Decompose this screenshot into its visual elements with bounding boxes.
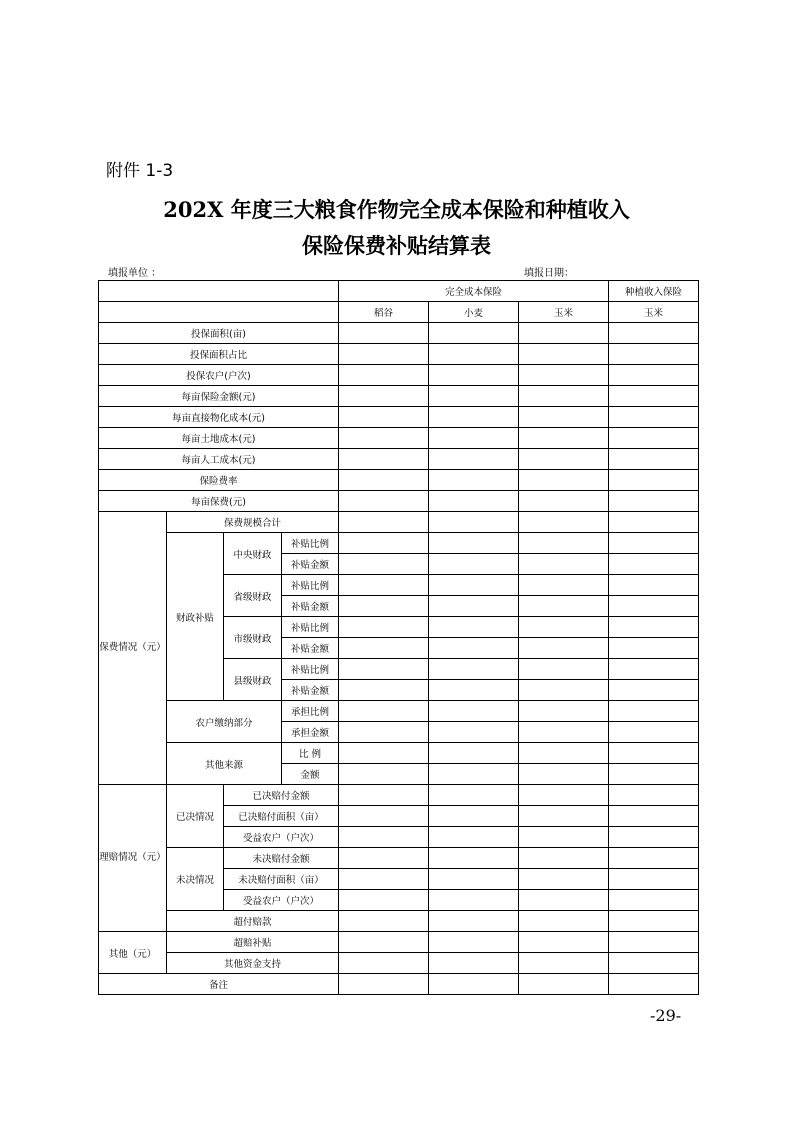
data-cell[interactable] (429, 680, 519, 701)
data-cell[interactable] (609, 554, 699, 575)
group-label-pending: 未决情况 (167, 848, 224, 911)
data-cell[interactable] (519, 743, 609, 764)
document-title-line-1: 202X 年度三大粮食作物完全成本保险和种植收入 (163, 197, 630, 222)
data-cell[interactable] (609, 638, 699, 659)
table-row (99, 848, 699, 869)
data-cell[interactable] (609, 512, 699, 533)
data-cell[interactable] (519, 365, 609, 386)
header-group-full-cost: 完全成本保险 (339, 281, 609, 302)
table-row (99, 974, 699, 995)
data-cell[interactable] (519, 554, 609, 575)
row-label-insured-area-ratio: 投保面积占比 (99, 344, 339, 365)
data-cell[interactable] (429, 323, 519, 344)
data-cell[interactable] (429, 743, 519, 764)
data-cell[interactable] (609, 743, 699, 764)
data-cell[interactable] (429, 806, 519, 827)
data-cell[interactable] (339, 638, 429, 659)
data-cell[interactable] (429, 848, 519, 869)
data-cell[interactable] (609, 533, 699, 554)
data-cell[interactable] (429, 785, 519, 806)
row-label-labor-cost-per-mu: 每亩人工成本(元) (99, 449, 339, 470)
table-row (99, 365, 699, 386)
data-cell[interactable] (339, 365, 429, 386)
data-cell[interactable] (519, 323, 609, 344)
section-label-claims: 理赔情况（元） (99, 785, 167, 932)
data-cell[interactable] (519, 848, 609, 869)
row-label-excess-payout: 超付赔款 (167, 911, 339, 932)
data-cell[interactable] (429, 659, 519, 680)
group-label-county: 县级财政 (224, 659, 282, 701)
data-cell[interactable] (609, 659, 699, 680)
data-cell[interactable] (519, 764, 609, 785)
row-label-pending-amount: 未决赔付金额 (224, 848, 339, 869)
data-cell[interactable] (429, 512, 519, 533)
header-wheat: 小麦 (429, 302, 519, 323)
data-cell[interactable] (339, 575, 429, 596)
header-blank (99, 302, 339, 323)
row-label-premium-total: 保费规模合计 (167, 512, 339, 533)
data-cell[interactable] (429, 344, 519, 365)
data-cell[interactable] (429, 953, 519, 974)
group-label-fiscal-subsidy: 财政补贴 (167, 533, 224, 701)
group-label-farmer-paid: 农户缴纳部分 (167, 701, 282, 743)
row-label-subsidy-amount: 补贴金额 (282, 554, 339, 575)
data-cell[interactable] (519, 512, 609, 533)
row-label-insured-households: 投保农户(户次) (99, 365, 339, 386)
data-cell[interactable] (339, 890, 429, 911)
row-label-subsidy-ratio: 补贴比例 (282, 659, 339, 680)
data-cell[interactable] (519, 911, 609, 932)
header-blank (99, 281, 339, 302)
data-cell[interactable] (429, 407, 519, 428)
data-cell[interactable] (609, 617, 699, 638)
data-cell[interactable] (519, 428, 609, 449)
data-cell[interactable] (519, 344, 609, 365)
data-cell[interactable] (339, 491, 429, 512)
data-cell[interactable] (339, 722, 429, 743)
data-cell[interactable] (339, 932, 429, 953)
data-cell[interactable] (339, 344, 429, 365)
reporting-unit-label: 填报单位 ： (108, 268, 162, 279)
row-label-pending-area: 未决赔付面积（亩） (224, 869, 339, 890)
data-cell[interactable] (519, 827, 609, 848)
data-cell[interactable] (519, 617, 609, 638)
data-cell[interactable] (609, 470, 699, 491)
data-cell[interactable] (609, 785, 699, 806)
data-cell[interactable] (339, 428, 429, 449)
data-cell[interactable] (519, 407, 609, 428)
table-row (99, 512, 699, 533)
data-cell[interactable] (339, 974, 429, 995)
data-cell[interactable] (609, 953, 699, 974)
document-label: 附件 1-3 (106, 161, 174, 181)
data-cell[interactable] (609, 974, 699, 995)
row-label-other-funding: 其他资金支持 (167, 953, 339, 974)
data-cell[interactable] (519, 680, 609, 701)
table-row (99, 428, 699, 449)
data-cell[interactable] (519, 869, 609, 890)
table-row (99, 953, 699, 974)
table-row (99, 785, 699, 806)
data-cell[interactable] (519, 575, 609, 596)
data-cell[interactable] (519, 659, 609, 680)
row-label-subsidy-ratio: 补贴比例 (282, 533, 339, 554)
data-cell[interactable] (429, 890, 519, 911)
data-cell[interactable] (609, 764, 699, 785)
data-cell[interactable] (339, 554, 429, 575)
data-cell[interactable] (339, 869, 429, 890)
data-cell[interactable] (609, 848, 699, 869)
data-cell[interactable] (609, 491, 699, 512)
row-label-subsidy-ratio: 补贴比例 (282, 617, 339, 638)
data-cell[interactable] (339, 407, 429, 428)
data-cell[interactable] (429, 617, 519, 638)
data-cell[interactable] (429, 491, 519, 512)
table-row (99, 407, 699, 428)
row-label-land-cost-per-mu: 每亩土地成本(元) (99, 428, 339, 449)
page-number: -29- (650, 1006, 682, 1025)
data-cell[interactable] (609, 680, 699, 701)
data-cell[interactable] (519, 890, 609, 911)
data-cell[interactable] (339, 386, 429, 407)
table-row (99, 449, 699, 470)
table-row (99, 743, 699, 764)
data-cell[interactable] (609, 890, 699, 911)
row-label-settled-area: 已决赔付面积（亩） (224, 806, 339, 827)
row-label-settled-beneficiaries: 受益农户（户次） (224, 827, 339, 848)
table-row (99, 491, 699, 512)
header-income-corn: 玉米 (609, 302, 699, 323)
header-row-groups (99, 281, 699, 302)
data-cell[interactable] (429, 554, 519, 575)
data-cell[interactable] (519, 491, 609, 512)
data-cell[interactable] (429, 470, 519, 491)
data-cell[interactable] (339, 743, 429, 764)
data-cell[interactable] (609, 386, 699, 407)
row-label-subsidy-amount: 补贴金额 (282, 596, 339, 617)
data-cell[interactable] (429, 575, 519, 596)
row-label-amount: 金额 (282, 764, 339, 785)
data-cell[interactable] (609, 449, 699, 470)
data-cell[interactable] (339, 512, 429, 533)
data-cell[interactable] (519, 596, 609, 617)
data-cell[interactable] (519, 785, 609, 806)
data-cell[interactable] (609, 407, 699, 428)
table-row (99, 470, 699, 491)
data-cell[interactable] (519, 701, 609, 722)
table-row (99, 701, 699, 722)
data-cell[interactable] (519, 722, 609, 743)
reporting-date-label: 填报日期： (524, 268, 574, 279)
data-cell[interactable] (339, 470, 429, 491)
header-row-crops (99, 302, 699, 323)
row-label-subsidy-amount: 补贴金额 (282, 638, 339, 659)
header-corn: 玉米 (519, 302, 609, 323)
data-cell[interactable] (609, 911, 699, 932)
data-cell[interactable] (519, 806, 609, 827)
data-cell[interactable] (429, 386, 519, 407)
data-cell[interactable] (609, 806, 699, 827)
data-cell[interactable] (429, 827, 519, 848)
data-cell[interactable] (609, 575, 699, 596)
data-cell[interactable] (609, 323, 699, 344)
data-cell[interactable] (339, 659, 429, 680)
data-cell[interactable] (429, 911, 519, 932)
row-label-premium-rate: 保险费率 (99, 470, 339, 491)
header-rice: 稻谷 (339, 302, 429, 323)
data-cell[interactable] (519, 932, 609, 953)
table-row (99, 344, 699, 365)
data-cell[interactable] (339, 785, 429, 806)
row-label-bear-ratio: 承担比例 (282, 701, 339, 722)
data-cell[interactable] (609, 344, 699, 365)
data-cell[interactable] (519, 638, 609, 659)
row-label-pending-beneficiaries: 受益农户（户次） (224, 890, 339, 911)
data-cell[interactable] (429, 596, 519, 617)
group-label-provincial: 省级财政 (224, 575, 282, 617)
data-cell[interactable] (609, 722, 699, 743)
row-label-bear-amount: 承担金额 (282, 722, 339, 743)
data-cell[interactable] (609, 932, 699, 953)
data-cell[interactable] (339, 911, 429, 932)
settlement-table (98, 280, 699, 995)
data-cell[interactable] (339, 764, 429, 785)
section-label-other: 其他（元） (99, 932, 167, 974)
data-cell[interactable] (519, 953, 609, 974)
row-label-premium-per-mu: 每亩保费(元) (99, 491, 339, 512)
data-cell[interactable] (339, 680, 429, 701)
row-label-insured-area: 投保面积(亩) (99, 323, 339, 344)
data-cell[interactable] (609, 869, 699, 890)
header-group-income: 种植收入保险 (609, 281, 699, 302)
data-cell[interactable] (429, 533, 519, 554)
data-cell[interactable] (339, 827, 429, 848)
table-row (99, 932, 699, 953)
data-cell[interactable] (429, 365, 519, 386)
group-label-other-sources: 其他来源 (167, 743, 282, 785)
table-row (99, 911, 699, 932)
data-cell[interactable] (429, 932, 519, 953)
data-cell[interactable] (609, 428, 699, 449)
group-label-settled: 已决情况 (167, 785, 224, 848)
data-cell[interactable] (339, 617, 429, 638)
data-cell[interactable] (429, 869, 519, 890)
data-cell[interactable] (609, 701, 699, 722)
data-cell[interactable] (429, 449, 519, 470)
data-cell[interactable] (339, 596, 429, 617)
data-cell[interactable] (339, 806, 429, 827)
data-cell[interactable] (429, 428, 519, 449)
data-cell[interactable] (519, 386, 609, 407)
data-cell[interactable] (339, 848, 429, 869)
data-cell[interactable] (429, 722, 519, 743)
data-cell[interactable] (339, 449, 429, 470)
document-title-line-2: 保险保费补贴结算表 (302, 233, 491, 258)
data-cell[interactable] (339, 701, 429, 722)
table-row (99, 323, 699, 344)
row-label-subsidy-ratio: 补贴比例 (282, 575, 339, 596)
data-cell[interactable] (339, 953, 429, 974)
data-cell[interactable] (519, 470, 609, 491)
group-label-municipal: 市级财政 (224, 617, 282, 659)
data-cell[interactable] (339, 323, 429, 344)
data-cell[interactable] (519, 449, 609, 470)
row-label-material-cost-per-mu: 每亩直接物化成本(元) (99, 407, 339, 428)
data-cell[interactable] (429, 701, 519, 722)
data-cell[interactable] (609, 365, 699, 386)
row-label-insured-amount-per-mu: 每亩保险金额(元) (99, 386, 339, 407)
row-label-settled-amount: 已决赔付金额 (224, 785, 339, 806)
data-cell[interactable] (429, 638, 519, 659)
data-cell[interactable] (429, 974, 519, 995)
table-row (99, 386, 699, 407)
data-cell[interactable] (519, 533, 609, 554)
row-label-ratio: 比 例 (282, 743, 339, 764)
row-label-remarks: 备注 (99, 974, 339, 995)
table-row (99, 533, 699, 554)
section-label-premium: 保费情况（元） (99, 512, 167, 785)
data-cell[interactable] (429, 764, 519, 785)
row-label-excess-subsidy: 超赔补贴 (167, 932, 339, 953)
data-cell[interactable] (519, 974, 609, 995)
data-cell[interactable] (609, 596, 699, 617)
data-cell[interactable] (609, 827, 699, 848)
row-label-subsidy-amount: 补贴金额 (282, 680, 339, 701)
group-label-central: 中央财政 (224, 533, 282, 575)
data-cell[interactable] (339, 533, 429, 554)
